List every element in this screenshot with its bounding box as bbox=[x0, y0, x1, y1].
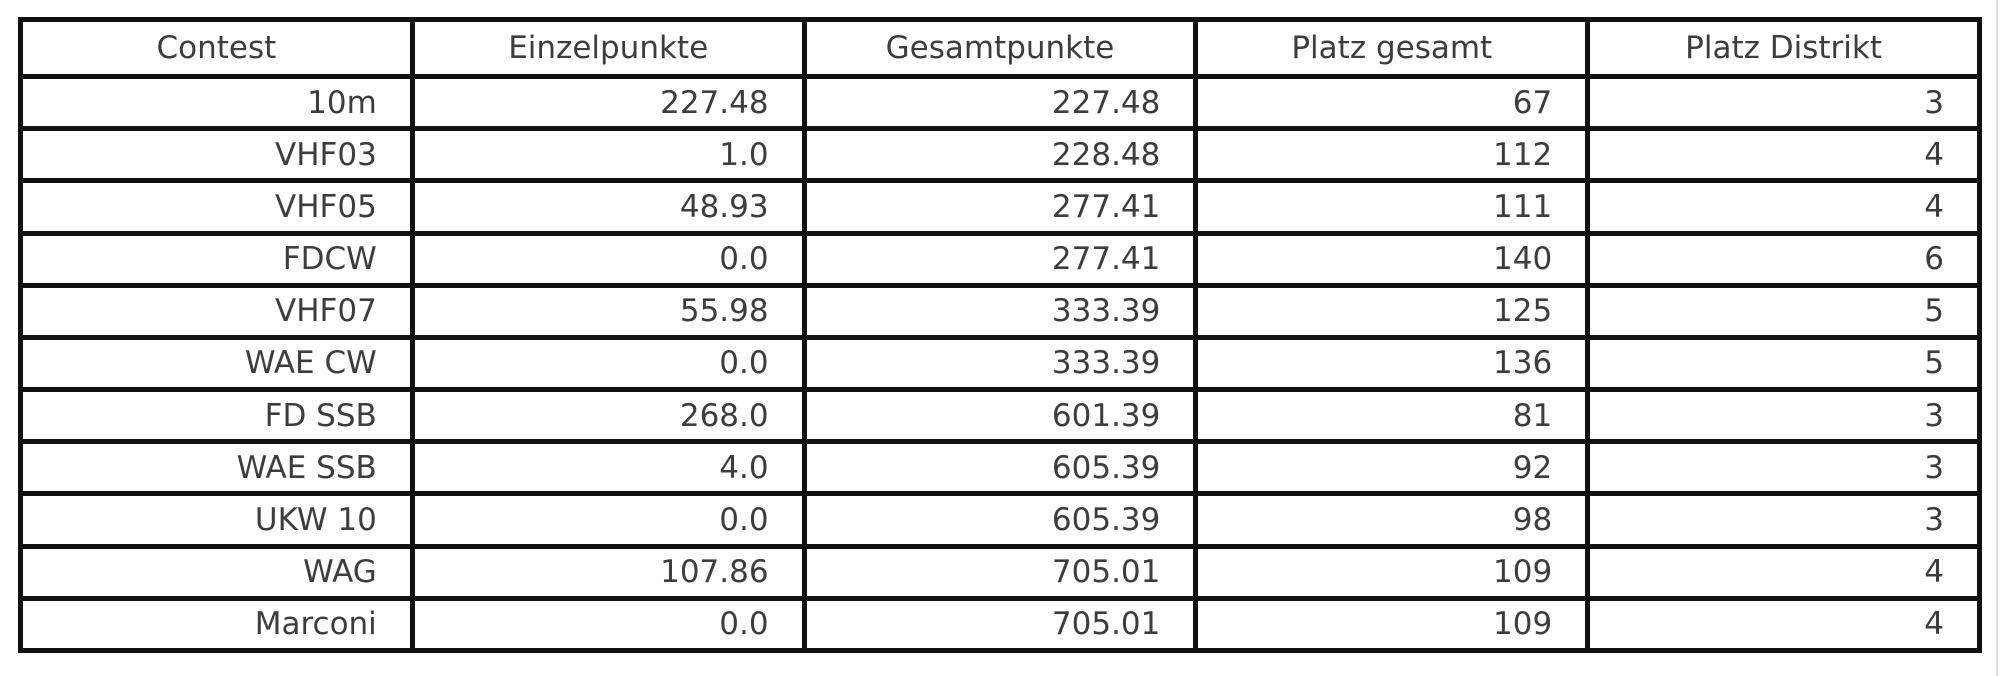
cell-contest: WAE CW bbox=[21, 337, 413, 389]
cell-platz-gesamt: 140 bbox=[1196, 233, 1588, 285]
cell-platz-gesamt: 67 bbox=[1196, 77, 1588, 129]
cell-contest: VHF03 bbox=[21, 129, 413, 181]
table-row bbox=[21, 337, 1980, 389]
cell-platz-gesamt: 125 bbox=[1196, 285, 1588, 337]
cell-einzelpunkte: 48.93 bbox=[412, 181, 804, 233]
table-row bbox=[21, 546, 1980, 598]
cell-einzelpunkte: 4.0 bbox=[412, 442, 804, 494]
table-row bbox=[21, 77, 1980, 129]
cell-gesamtpunkte: 228.48 bbox=[804, 129, 1196, 181]
cell-platz-distrikt: 4 bbox=[1588, 546, 1980, 598]
cell-platz-distrikt: 3 bbox=[1588, 494, 1980, 546]
cell-einzelpunkte: 0.0 bbox=[412, 337, 804, 389]
cell-gesamtpunkte: 333.39 bbox=[804, 337, 1196, 389]
cell-einzelpunkte: 0.0 bbox=[412, 598, 804, 650]
table-row bbox=[21, 181, 1980, 233]
header-row bbox=[21, 20, 1980, 77]
cell-gesamtpunkte: 605.39 bbox=[804, 494, 1196, 546]
column-header-platz-distrikt: Platz Distrikt bbox=[1588, 20, 1980, 77]
cell-contest: WAE SSB bbox=[21, 442, 413, 494]
cell-gesamtpunkte: 277.41 bbox=[804, 233, 1196, 285]
cell-gesamtpunkte: 705.01 bbox=[804, 546, 1196, 598]
cell-platz-gesamt: 92 bbox=[1196, 442, 1588, 494]
cell-contest: FD SSB bbox=[21, 390, 413, 442]
cell-gesamtpunkte: 605.39 bbox=[804, 442, 1196, 494]
cell-einzelpunkte: 268.0 bbox=[412, 390, 804, 442]
contest-results-table bbox=[18, 17, 1982, 653]
table-header bbox=[21, 20, 1980, 77]
cell-contest: 10m bbox=[21, 77, 413, 129]
cell-gesamtpunkte: 277.41 bbox=[804, 181, 1196, 233]
cell-platz-distrikt: 4 bbox=[1588, 598, 1980, 650]
column-header-contest: Contest bbox=[21, 20, 413, 77]
cell-contest: VHF05 bbox=[21, 181, 413, 233]
cell-einzelpunkte: 55.98 bbox=[412, 285, 804, 337]
column-header-einzelpunkte: Einzelpunkte bbox=[412, 20, 804, 77]
table-row bbox=[21, 285, 1980, 337]
cell-platz-distrikt: 3 bbox=[1588, 390, 1980, 442]
cell-einzelpunkte: 0.0 bbox=[412, 494, 804, 546]
cell-contest: Marconi bbox=[21, 598, 413, 650]
cell-einzelpunkte: 227.48 bbox=[412, 77, 804, 129]
table-body bbox=[21, 77, 1980, 651]
cell-platz-gesamt: 112 bbox=[1196, 129, 1588, 181]
cell-platz-distrikt: 3 bbox=[1588, 442, 1980, 494]
cell-platz-gesamt: 136 bbox=[1196, 337, 1588, 389]
cell-einzelpunkte: 1.0 bbox=[412, 129, 804, 181]
table-row bbox=[21, 494, 1980, 546]
cell-platz-gesamt: 81 bbox=[1196, 390, 1588, 442]
column-header-gesamtpunkte: Gesamtpunkte bbox=[804, 20, 1196, 77]
table-row bbox=[21, 233, 1980, 285]
column-header-platz-gesamt: Platz gesamt bbox=[1196, 20, 1588, 77]
cell-einzelpunkte: 107.86 bbox=[412, 546, 804, 598]
table-row bbox=[21, 390, 1980, 442]
cell-platz-gesamt: 111 bbox=[1196, 181, 1588, 233]
cell-platz-distrikt: 4 bbox=[1588, 129, 1980, 181]
cell-contest: UKW 10 bbox=[21, 494, 413, 546]
table-row bbox=[21, 598, 1980, 650]
table-row bbox=[21, 129, 1980, 181]
cell-platz-gesamt: 109 bbox=[1196, 546, 1588, 598]
cell-gesamtpunkte: 705.01 bbox=[804, 598, 1196, 650]
cell-platz-distrikt: 5 bbox=[1588, 337, 1980, 389]
cell-platz-distrikt: 6 bbox=[1588, 233, 1980, 285]
table-row bbox=[21, 442, 1980, 494]
cell-platz-gesamt: 109 bbox=[1196, 598, 1588, 650]
cell-contest: VHF07 bbox=[21, 285, 413, 337]
right-edge-divider bbox=[1996, 0, 1998, 676]
cell-einzelpunkte: 0.0 bbox=[412, 233, 804, 285]
cell-contest: WAG bbox=[21, 546, 413, 598]
cell-gesamtpunkte: 601.39 bbox=[804, 390, 1196, 442]
cell-platz-distrikt: 5 bbox=[1588, 285, 1980, 337]
cell-contest: FDCW bbox=[21, 233, 413, 285]
cell-platz-gesamt: 98 bbox=[1196, 494, 1588, 546]
cell-gesamtpunkte: 227.48 bbox=[804, 77, 1196, 129]
cell-platz-distrikt: 4 bbox=[1588, 181, 1980, 233]
cell-platz-distrikt: 3 bbox=[1588, 77, 1980, 129]
cell-gesamtpunkte: 333.39 bbox=[804, 285, 1196, 337]
